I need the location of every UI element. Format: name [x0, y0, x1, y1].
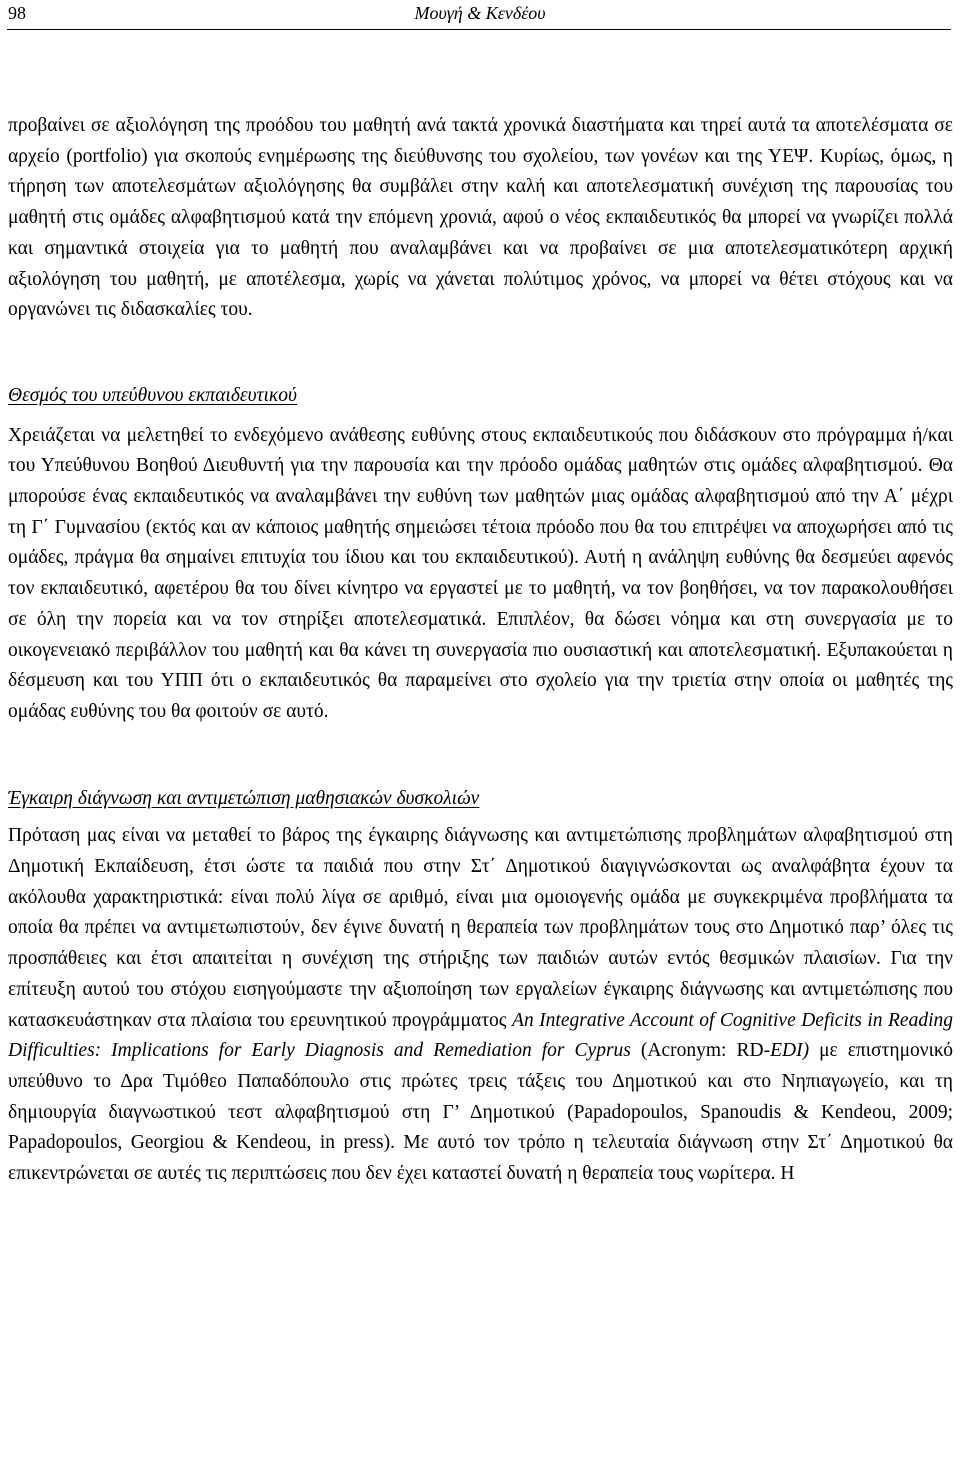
paragraph-text: με επιστημονικό υπεύθυνο το Δρα Τιμόθεο Παπαδόπουλο στις πρώτες τρεις τάξεις του Δημοτικού και στο Νηπιαγωγείο, και τη δημιουργία διαγνωστικού τεστ αλφαβητισμού στη Γ’ Δημοτικού (Papadopoulos, Spanoudis & Kendeou, 2009; Papadopoulos, Georgiou & Kendeou, in press). Με αυτό τον τρόπο η τελευταία διάγνωση στην Στ΄ Δημοτικού θα επικεντρώνεται σε αυτές τις περιπτώσεις που δεν έχει καταστεί δυνατή η θεραπεία τους νωρίτερα. Η	[8, 1040, 953, 1185]
body-paragraph: Χρειάζεται να μελετηθεί το ενδεχόμενο ανάθεσης ευθύνης στους εκπαιδευτικούς που διδάσκουν στο πρόγραμμα ή/και του Υπεύθυνου Βοηθού Διευθυντή για την παρουσία και την πρόοδο ομάδας μαθητών στις ομάδες αλφαβητισμού. Θα μπορούσε ένας εκπαιδευτικός να αναλαμβάνει την ευθύνη των μαθητών μιας ομάδας αλφαβητισμού από την Α΄ μέχρι τη Γ΄ Γυμνασίου (εκτός και αν κάποιος μαθητής σημειώσει τέτοια πρόοδο που θα του επιτρέψει να αποχωρήσει από τις ομάδες, πράγμα θα σημαίνει επιτυχία του ίδιου και του εκπαιδευτικού). Αυτή η ανάληψη ευθύνης θα δεσμεύει αφενός τον εκπαιδευτικό, αφετέρου θα του δίνει κίνητρο να εργαστεί με το μαθητή, να τον βοηθήσει, να τον παρακολουθήσει σε όλη την πορεία και να τον στηρίξει αποτελεσματικά. Επιπλέον, θα δώσει νόημα και στη συνεργασία με το οικογενειακό περιβάλλον του μαθητή και θα κάνει τη συνεργασία πιο ουσιαστική και αποτελεσματική. Εξυπακούεται η δέσμευση και του ΥΠΠ ότι ο εκπαιδευτικός θα παραμείνει στο σχολείο για την τριετία στην οποία οι μαθητές της ομάδας ευθύνης του θα φοιτούν σε αυτό.	[8, 424, 953, 722]
running-head: Μουγή & Κενδέου	[414, 3, 546, 23]
page-number: 98	[8, 3, 26, 23]
program-title: An Integrative Account of Cognitive Deficits in Reading Difficulties: Implications for Early Diagnosis and Remediation for Cyprus	[8, 1009, 953, 1062]
heading-spacer	[8, 412, 953, 421]
section-heading: Θεσμός του υπεύθυνου εκπαιδευτικού	[8, 384, 297, 406]
body-paragraph: προβαίνει σε αξιολόγηση της προόδου του μαθητή ανά τακτά χρονικά διαστήματα και τηρεί αυτά τα αποτελέσματα σε αρχείο (portfolio) για σκοπούς ενημέρωσης της διεύθυνσης του σχολείου, των γονέων και της ΥΕΨ. Κυρίως, όμως, η τήρηση των αποτελεσμάτων αξιολόγησης θα συμβάλει στην καλή και αποτελεσματική συνέχιση της παρουσίας του μαθητή στις ομάδες αλφαβητισμού κατά την επόμενη χρονιά, αφού ο νέος εκπαιδευτικός θα μπορεί να γνωρίζει πολλά και σημαντικά στοιχεία για το μαθητή που αναλαμβάνει και να προβαίνει σε μια αποτελεσματικότερη αρχική αξιολόγηση του μαθητή, με αποτέλεσμα, χωρίς να χάνεται πολύτιμος χρόνος, να μπορεί να θέτει στόχους και να οργανώνει τις διδασκαλίες του.	[8, 115, 953, 321]
page-header	[0, 0, 960, 28]
section-heading: Έγκαιρη διάγνωση και αντιμετώπιση μαθησιακών δυσκολιών	[8, 787, 480, 809]
header-rule	[7, 29, 951, 30]
section-spacer	[8, 326, 953, 381]
page-body	[8, 111, 953, 1190]
acronym-prefix: (Acronym: RD-	[630, 1040, 771, 1062]
acronym-italic: EDI)	[770, 1040, 810, 1062]
heading-spacer	[8, 814, 953, 821]
body-paragraph	[8, 821, 953, 1189]
section-spacer	[8, 728, 953, 784]
paragraph-text: Πρόταση μας είναι να μεταθεί το βάρος της έγκαιρης διάγνωσης και αντιμετώπισης προβλημάτων αλφαβητισμού στη Δημοτική Εκπαίδευση, έτσι ώστε τα παιδιά που στην Στ΄ Δημοτικού διαγιγνώσκονται ως αναλφάβητα έχουν τα ακόλουθα χαρακτηριστικά: είναι πολύ λίγα σε αριθμό, είναι μια ομοιογενής ομάδα με συγκεκριμένα προβλήματα τα οποία θα πρέπει να αντιμετωπιστούν, δεν έγινε δυνατή η θεραπεία των προβλημάτων τους στο Δημοτικό παρ’ όλες τις προσπάθειες και έτσι απαιτείται η συνέχιση της στήριξης των παιδιών αυτών εντός θεσμικών πλαισίων. Για την επίτευξη αυτού του στόχου εισηγούμαστε την αξιοποίηση των εργαλείων έγκαιρης διάγνωσης και αντιμετώπισης που κατασκευάστηκαν στα πλαίσια του ερευνητικού προγράμματος	[8, 825, 953, 1031]
